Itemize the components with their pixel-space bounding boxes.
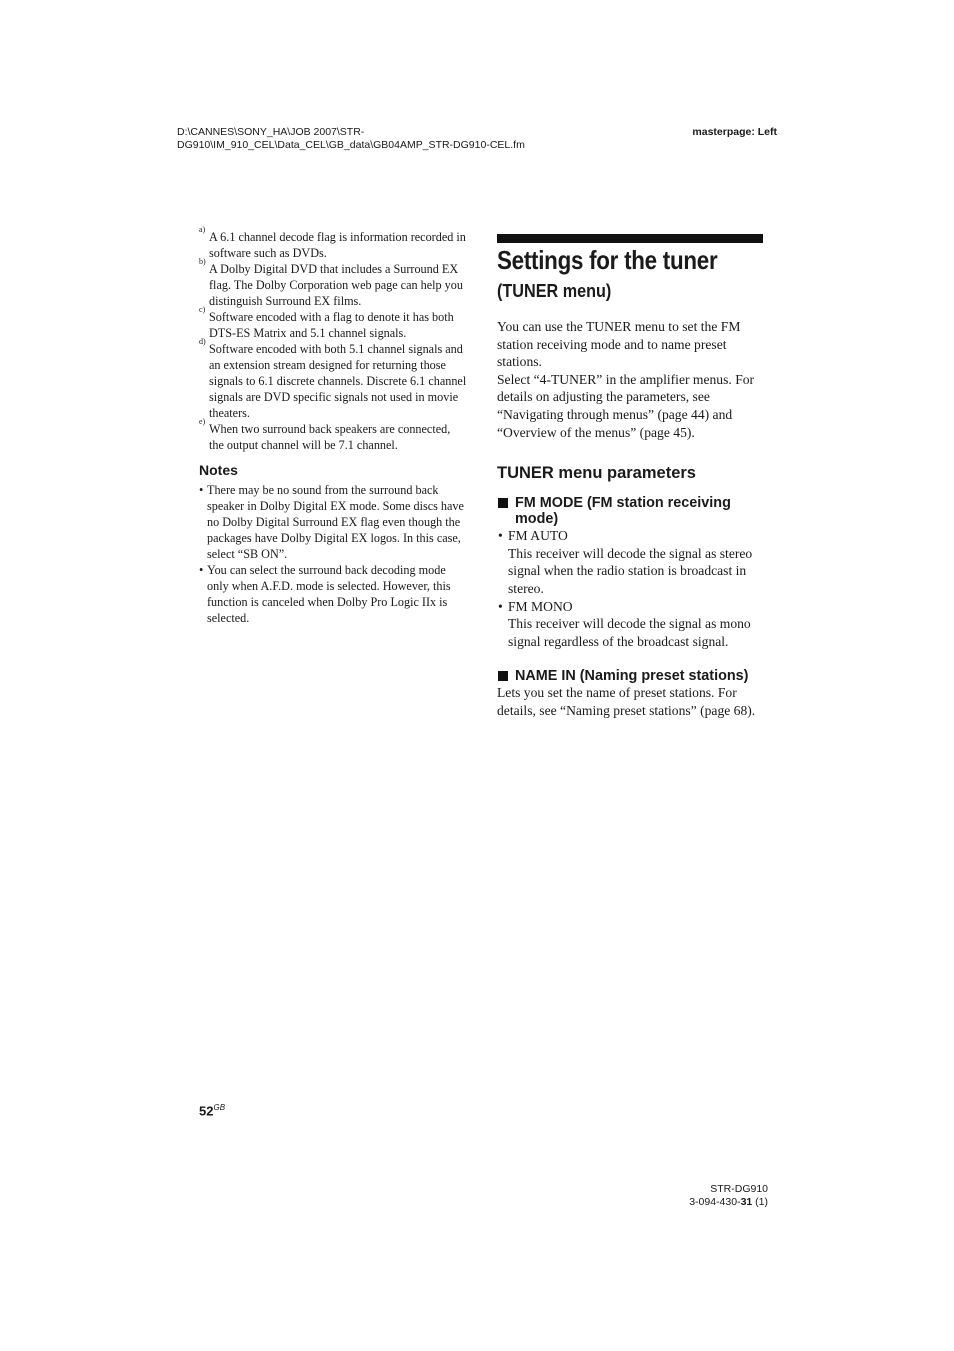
name-in-description: Lets you set the name of preset stations. For details, see “Naming preset stations” (page 68). xyxy=(497,685,756,718)
footnote-mark: e) xyxy=(199,417,206,426)
bullet-icon: • xyxy=(199,563,204,577)
intro-paragraph: You can use the TUNER menu to set the FM station receiving mode and to name preset stations. xyxy=(497,319,741,370)
name-in-heading-text: NAME IN (Naming preset stations) xyxy=(515,668,749,685)
footnote-text: Software encoded with both 5.1 channel signals and an extension stream designed for returning those signals to 6.1 discrete channels. Discrete 6.1 channel signals are DVD specific signals not used in movie theaters. xyxy=(209,342,467,420)
masterpage-label: masterpage: Left xyxy=(692,126,777,138)
footnote xyxy=(199,257,467,309)
footnote-mark: b) xyxy=(199,257,206,266)
file-path-line-2: DG910\IM_910_CEL\Data_CEL\GB_data\GB04AMP_STR-DG910-CEL.fm xyxy=(177,139,525,151)
bullet-icon: • xyxy=(498,528,503,544)
params-heading: TUNER menu parameters xyxy=(497,464,696,483)
model-info xyxy=(640,1183,768,1209)
footnote xyxy=(199,305,467,341)
intro-paragraph: Select “4-TUNER” in the amplifier menus. For details on adjusting the parameters, see “Navigating through menus” (page 44) and “Overview of the menus” (page 45). xyxy=(497,371,755,440)
footnote-text: Software encoded with a flag to denote it has both DTS-ES Matrix and 5.1 channel signals. xyxy=(209,310,454,340)
option-description: This receiver will decode the signal as stereo signal when the radio station is broadcast in stereo. xyxy=(508,545,753,596)
footnote xyxy=(199,417,467,453)
model-name: STR-DG910 xyxy=(710,1183,768,1195)
footnote-mark: d) xyxy=(199,337,206,346)
footnote-text: A Dolby Digital DVD that includes a Surround EX flag. The Dolby Corporation web page can help you distinguish Surround EX films. xyxy=(209,262,463,308)
square-bullet-icon xyxy=(498,671,508,681)
model-code-bold: 31 xyxy=(740,1196,753,1208)
fm-mode-heading xyxy=(497,495,765,527)
name-in-heading xyxy=(497,668,765,684)
fm-mode-heading-text: FM MODE (FM station receiving mode) xyxy=(515,495,731,528)
footnote xyxy=(199,337,467,421)
footnote xyxy=(199,225,467,261)
model-code-prefix: 3-094-430- xyxy=(689,1196,741,1208)
model-code xyxy=(640,1196,768,1209)
file-path-header xyxy=(177,126,597,152)
section-subtitle: (TUNER menu) xyxy=(497,281,612,301)
option-label xyxy=(497,598,765,616)
square-bullet-icon xyxy=(498,498,508,508)
note-text: You can select the surround back decoding mode only when A.F.D. mode is selected. However, this function is canceled when Dolby Pro Logic IIx is selected. xyxy=(207,563,451,625)
page-number xyxy=(199,1103,225,1118)
page-number-value: 52 xyxy=(199,1103,214,1119)
footnote-mark: a) xyxy=(199,225,206,234)
file-path-line-1: D:\CANNES\SONY_HA\JOB 2007\STR- xyxy=(177,126,365,138)
section-title: Settings for the tuner xyxy=(497,245,718,275)
note-text: There may be no sound from the surround back speaker in Dolby Digital EX mode. Some discs have no Dolby Digital Surround EX flag even though the packages have Dolby Digital EX logos. In this case, select “SB ON”. xyxy=(207,483,464,561)
bullet-icon: • xyxy=(199,483,204,497)
footnote-text: A 6.1 channel decode flag is information recorded in software such as DVDs. xyxy=(209,230,466,260)
option-label-text: FM MONO xyxy=(508,598,573,614)
note-item xyxy=(199,482,467,562)
model-code-suffix: (1) xyxy=(752,1196,768,1208)
bullet-icon: • xyxy=(498,598,503,614)
option-label xyxy=(497,527,765,545)
footnotes-column xyxy=(199,225,467,626)
tuner-section-body xyxy=(497,318,765,720)
option-label-text: FM AUTO xyxy=(508,528,568,544)
footnote-mark: c) xyxy=(199,305,206,314)
section-title-rule xyxy=(497,234,763,243)
note-item xyxy=(199,562,467,626)
footnote-text: When two surround back speakers are connected, the output channel will be 7.1 channel. xyxy=(209,422,451,452)
notes-heading: Notes xyxy=(199,462,238,478)
page-number-suffix: GB xyxy=(213,1103,226,1112)
option-description: This receiver will decode the signal as mono signal regardless of the broadcast signal. xyxy=(508,616,751,649)
